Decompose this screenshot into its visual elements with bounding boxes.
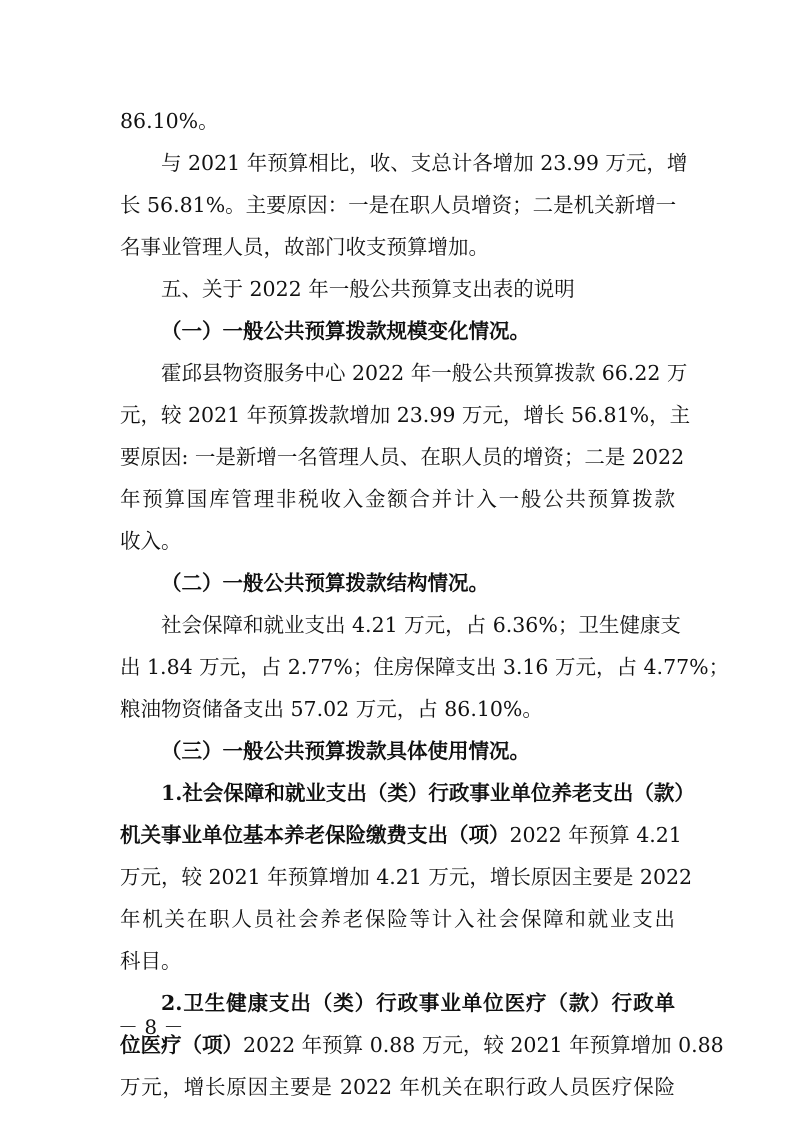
item-heading-tail: 机关事业单位基本养老保险缴费支出（项）	[120, 823, 510, 847]
paragraph-line	[120, 814, 682, 856]
paragraph-line: 名事业管理人员，故部门收支预算增加。	[120, 235, 489, 259]
paragraph-line: 收入。	[120, 529, 182, 553]
page-number: － 8 －	[118, 1015, 184, 1039]
paragraph-line: 长 56.81%。主要原因：一是在职人员增资；二是机关新增一	[120, 193, 677, 217]
item-text: 2022 年预算 4.21	[509, 823, 682, 847]
paragraph-line: 万元，较 2021 年预算增加 4.21 万元，增长原因主要是 2022	[120, 865, 693, 889]
item-heading-tail: 位医疗（项）	[120, 1033, 243, 1057]
paragraph-line: 年预算国库管理非税收入金额合并计入一般公共预算拨款	[120, 487, 675, 511]
paragraph-line: 要原因: 一是新增一名管理人员、在职人员的增资；二是 2022	[120, 445, 685, 469]
item-heading-line: 2.卫生健康支出（类）行政事业单位医疗（款）行政单	[161, 991, 675, 1015]
paragraph-line: 万元，增长原因主要是 2022 年机关在职行政人员医疗保险	[120, 1075, 675, 1099]
subsection-heading: （三）一般公共预算拨款具体使用情况。	[161, 739, 530, 763]
paragraph-line: 科目。	[120, 949, 182, 973]
item-text: 2022 年预算 0.88 万元，较 2021 年预算增加 0.88	[243, 1033, 724, 1057]
subsection-heading: （二）一般公共预算拨款结构情况。	[161, 571, 489, 595]
item-heading-line: 1.社会保障和就业支出（类）行政事业单位养老支出（款）	[161, 781, 695, 805]
paragraph-line: 与 2021 年预算相比，收、支总计各增加 23.99 万元，增	[161, 151, 688, 175]
paragraph-line: 元，较 2021 年预算拨款增加 23.99 万元，增长 56.81%，主	[120, 403, 691, 427]
document-page	[120, 100, 730, 1108]
text-line: 86.10%。	[120, 109, 219, 133]
paragraph-line: 年机关在职人员社会养老保险等计入社会保障和就业支出	[120, 907, 675, 931]
paragraph-line	[120, 1024, 724, 1066]
paragraph-line: 霍邱县物资服务中心 2022 年一般公共预算拨款 66.22 万	[161, 361, 688, 385]
paragraph-line: 社会保障和就业支出 4.21 万元，占 6.36%；卫生健康支	[161, 613, 681, 637]
paragraph-line: 粮油物资储备支出 57.02 万元，占 86.10%。	[120, 697, 543, 721]
subsection-heading: （一）一般公共预算拨款规模变化情况。	[161, 319, 530, 343]
paragraph-line: 出 1.84 万元，占 2.77%；住房保障支出 3.16 万元，占 4.77%；	[120, 655, 730, 679]
section-heading: 五、关于 2022 年一般公共预算支出表的说明	[161, 277, 575, 301]
